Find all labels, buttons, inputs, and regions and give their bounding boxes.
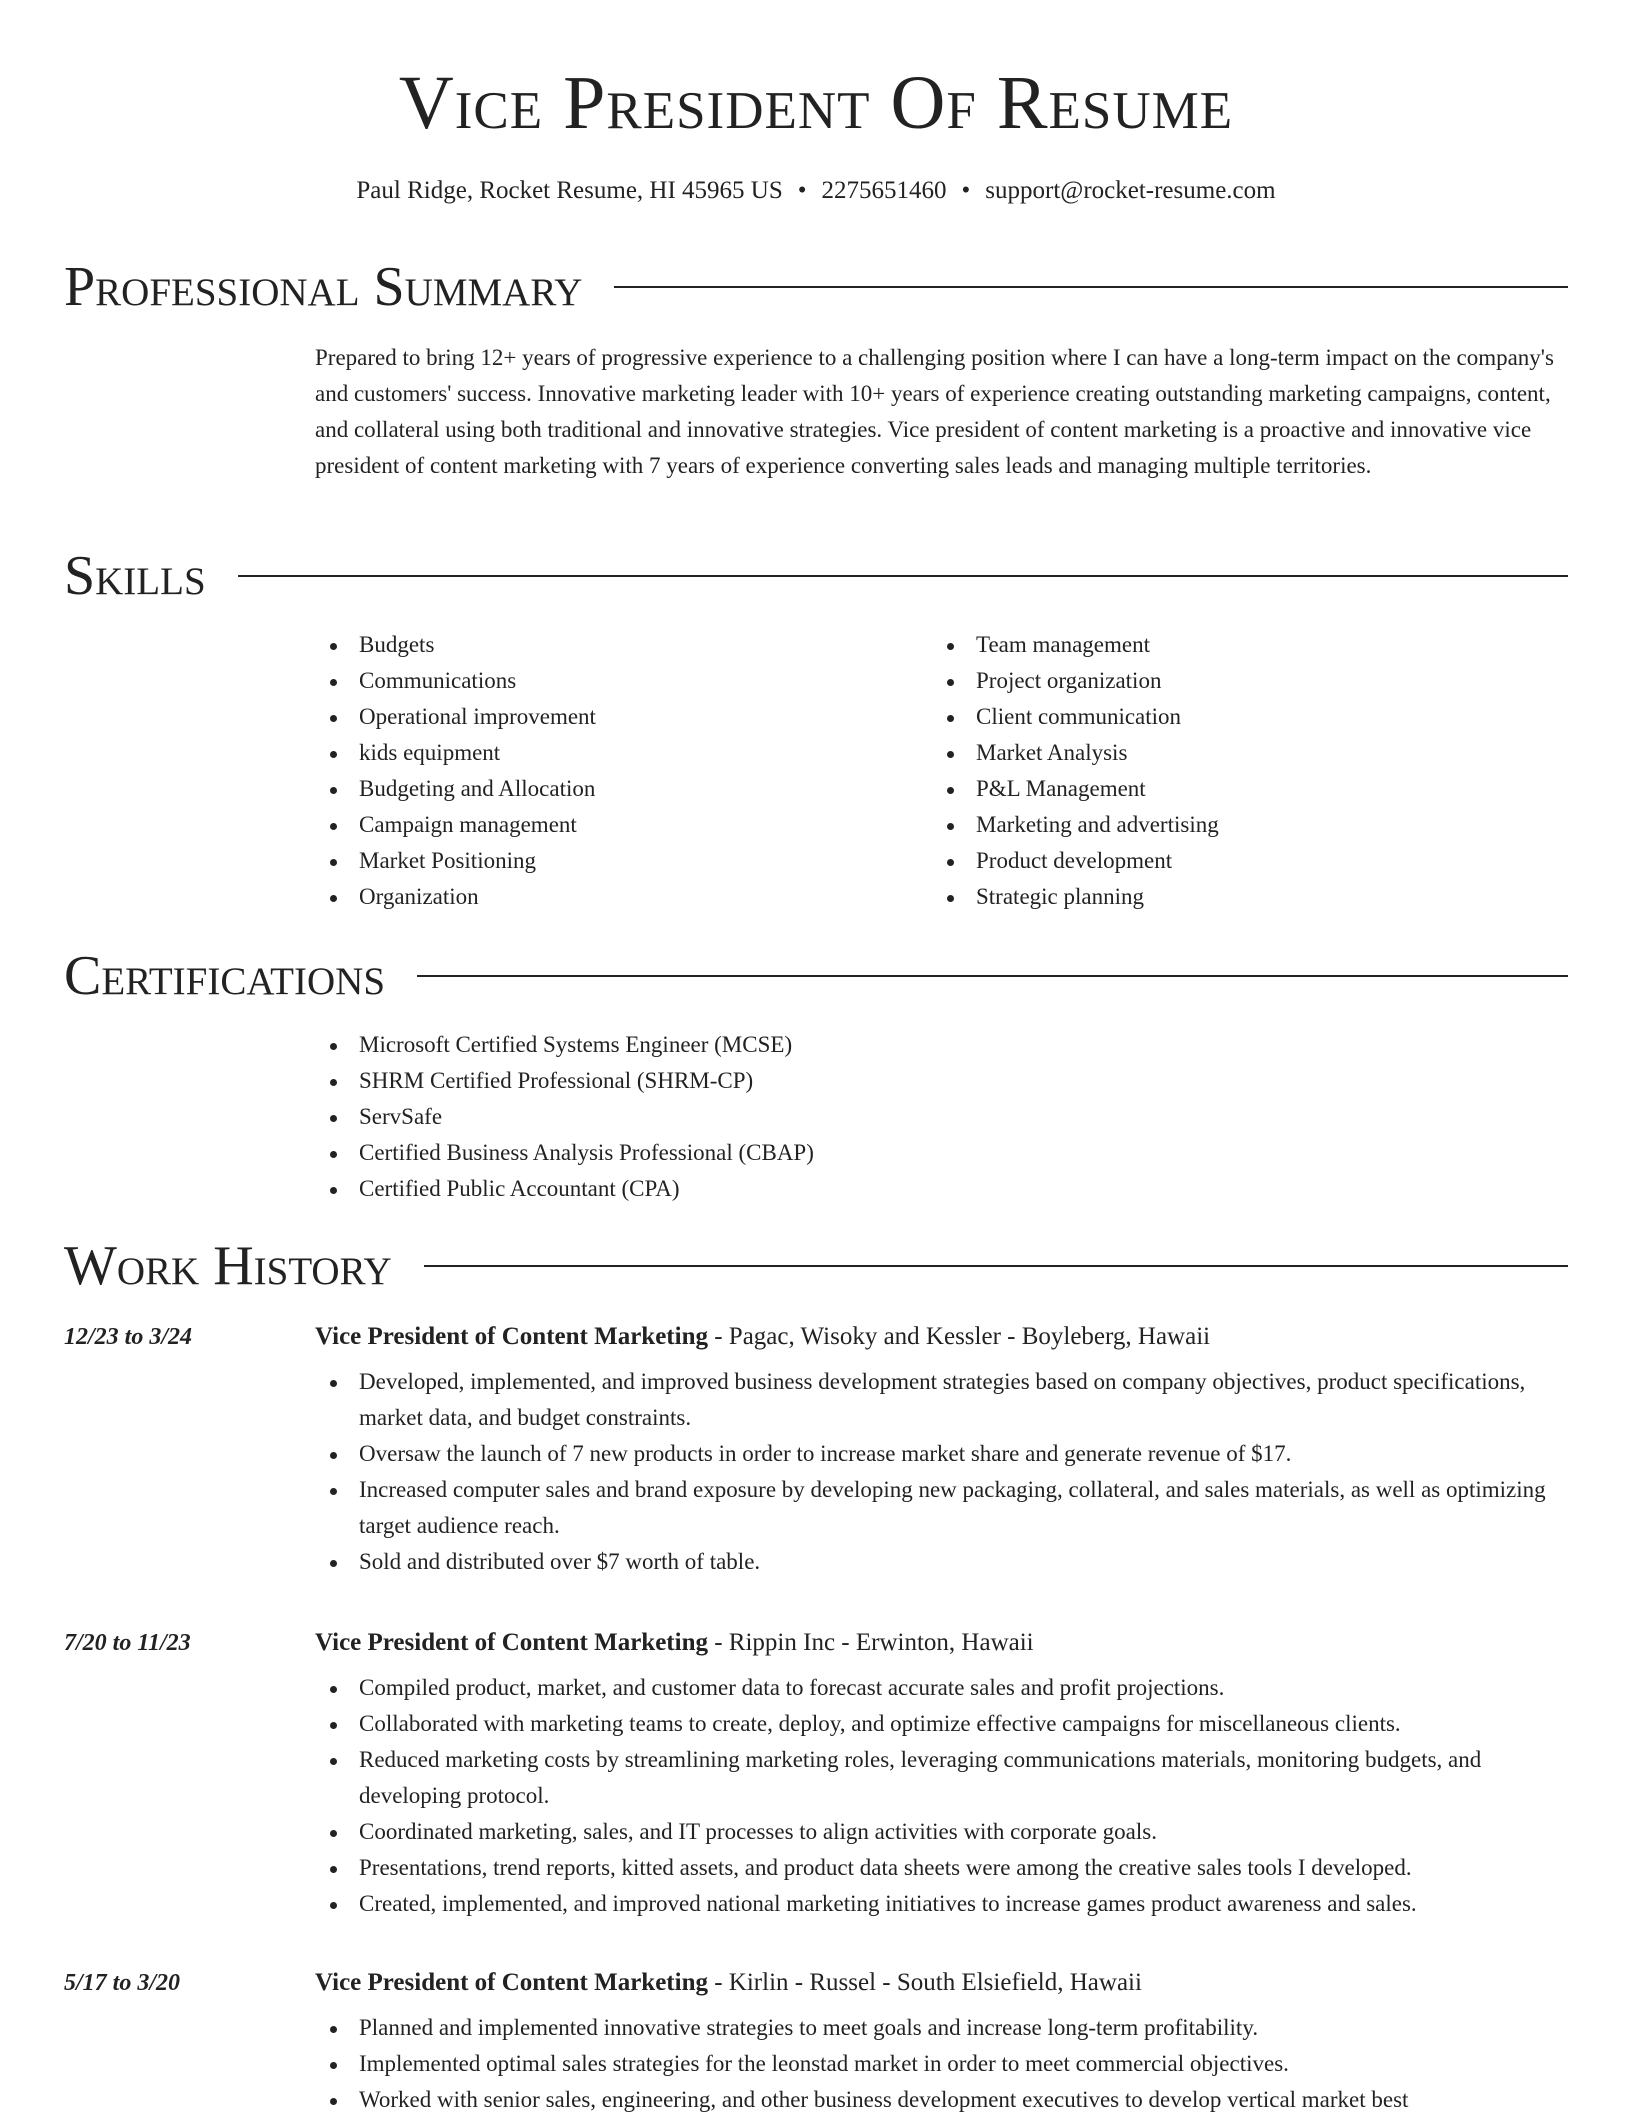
certifications-section-header xyxy=(64,946,1568,1006)
skill-item: Operational improvement xyxy=(315,699,915,735)
certification-item: SHRM Certified Professional (SHRM-CP) xyxy=(315,1063,1315,1099)
section-divider xyxy=(424,1265,1568,1267)
job-duty: Oversaw the launch of 7 new products in order to increase market share and generate revenue of $17. xyxy=(315,1436,1570,1472)
skill-item: Strategic planning xyxy=(932,879,1532,915)
job-duty: Reduced marketing costs by streamlining marketing roles, leveraging communications materials, monitoring budgets, and developing protocol. xyxy=(315,1742,1570,1814)
job-duty: Compiled product, market, and customer data to forecast accurate sales and profit projections. xyxy=(315,1670,1570,1706)
certifications-list xyxy=(315,1027,1315,1207)
certification-item: Certified Public Accountant (CPA) xyxy=(315,1171,1315,1207)
skill-item: Communications xyxy=(315,663,915,699)
job-heading xyxy=(315,1322,1570,1352)
skill-item: Budgets xyxy=(315,627,915,663)
skill-item: Market Analysis xyxy=(932,735,1532,771)
skill-item: Budgeting and Allocation xyxy=(315,771,915,807)
job-duty: Increased computer sales and brand exposure by developing new packaging, collateral, and sales materials, as well as optimizing target audience reach. xyxy=(315,1472,1570,1544)
job-duties-list xyxy=(315,1364,1570,1580)
skills-list-right xyxy=(932,627,1532,915)
contact-separator: • xyxy=(961,177,971,204)
skills-list-left xyxy=(315,627,915,915)
job-duties-list xyxy=(315,1670,1570,1922)
job-duty: Worked with senior sales, engineering, and other business development executives to develop vertical market best xyxy=(315,2082,1570,2112)
job-company-location: - Pagac, Wisoky and Kessler - Boyleberg, Hawaii xyxy=(707,1323,1211,1350)
work-history-section-title: Work History xyxy=(64,1235,392,1297)
skill-item: Organization xyxy=(315,879,915,915)
job-dates: 12/23 to 3/24 xyxy=(64,1324,193,1350)
certifications-section-title: Certifications xyxy=(64,945,386,1007)
job-duty: Collaborated with marketing teams to create, deploy, and optimize effective campaigns for miscellaneous clients. xyxy=(315,1706,1570,1742)
job-title: Vice President of Content Marketing xyxy=(315,1629,708,1656)
summary-text: Prepared to bring 12+ years of progressive experience to a challenging position where I can have a long-term impact on the company's and customers' success. Innovative marketing leader with 10+ years of experience creating outstanding marketing campaigns, content, and collateral using both traditional and innovative strategies. Vice president of content marketing is a proactive and innovative vice president of content marketing with 7 years of experience converting sales leads and managing multiple territories. xyxy=(315,345,1554,478)
certification-item: Microsoft Certified Systems Engineer (MCSE) xyxy=(315,1027,1315,1063)
certification-item: ServSafe xyxy=(315,1099,1315,1135)
skills-section-title: Skills xyxy=(64,545,206,607)
skill-item: P&L Management xyxy=(932,771,1532,807)
job-duty: Developed, implemented, and improved business development strategies based on company objectives, product specifications, market data, and budget constraints. xyxy=(315,1364,1570,1436)
job-duty: Sold and distributed over $7 worth of table. xyxy=(315,1544,1570,1580)
contact-separator: • xyxy=(797,177,807,204)
contact-phone: 2275651460 xyxy=(821,177,947,204)
skill-item: Client communication xyxy=(932,699,1532,735)
skills-section-header xyxy=(64,546,1568,606)
contact-email: support@rocket-resume.com xyxy=(985,177,1276,204)
skill-item: kids equipment xyxy=(315,735,915,771)
job-duty: Planned and implemented innovative strategies to meet goals and increase long-term profitability. xyxy=(315,2010,1570,2046)
job-company-location: - Kirlin - Russel - South Elsiefield, Hawaii xyxy=(707,1969,1142,1996)
contact-line xyxy=(0,176,1632,206)
certification-item: Certified Business Analysis Professional (CBAP) xyxy=(315,1135,1315,1171)
job-duty: Coordinated marketing, sales, and IT processes to align activities with corporate goals. xyxy=(315,1814,1570,1850)
job-duty: Implemented optimal sales strategies for the leonstad market in order to meet commercial objectives. xyxy=(315,2046,1570,2082)
job-heading xyxy=(315,1968,1570,1998)
job-title: Vice President of Content Marketing xyxy=(315,1969,708,1996)
summary-section-header xyxy=(64,257,1568,317)
work-history-section-header xyxy=(64,1236,1568,1296)
job-duty: Presentations, trend reports, kitted assets, and product data sheets were among the creative sales tools I developed. xyxy=(315,1850,1570,1886)
section-divider xyxy=(614,286,1568,288)
job-duties-list xyxy=(315,2010,1570,2112)
job-heading xyxy=(315,1628,1570,1658)
skill-item: Market Positioning xyxy=(315,843,915,879)
section-divider xyxy=(417,975,1568,977)
summary-section-title: Professional Summary xyxy=(64,256,583,318)
contact-address: Paul Ridge, Rocket Resume, HI 45965 US xyxy=(356,177,783,204)
skill-item: Team management xyxy=(932,627,1532,663)
skill-item: Marketing and advertising xyxy=(932,807,1532,843)
job-duty: Created, implemented, and improved national marketing initiatives to increase games product awareness and sales. xyxy=(315,1886,1570,1922)
skill-item: Product development xyxy=(932,843,1532,879)
job-dates: 5/17 to 3/20 xyxy=(64,1970,181,1996)
job-company-location: - Rippin Inc - Erwinton, Hawaii xyxy=(707,1629,1034,1656)
section-divider xyxy=(238,575,1568,577)
job-dates: 7/20 to 11/23 xyxy=(64,1630,191,1656)
job-title: Vice President of Content Marketing xyxy=(315,1323,708,1350)
skill-item: Project organization xyxy=(932,663,1532,699)
skill-item: Campaign management xyxy=(315,807,915,843)
candidate-name: Vice President Of Resume xyxy=(398,61,1234,145)
